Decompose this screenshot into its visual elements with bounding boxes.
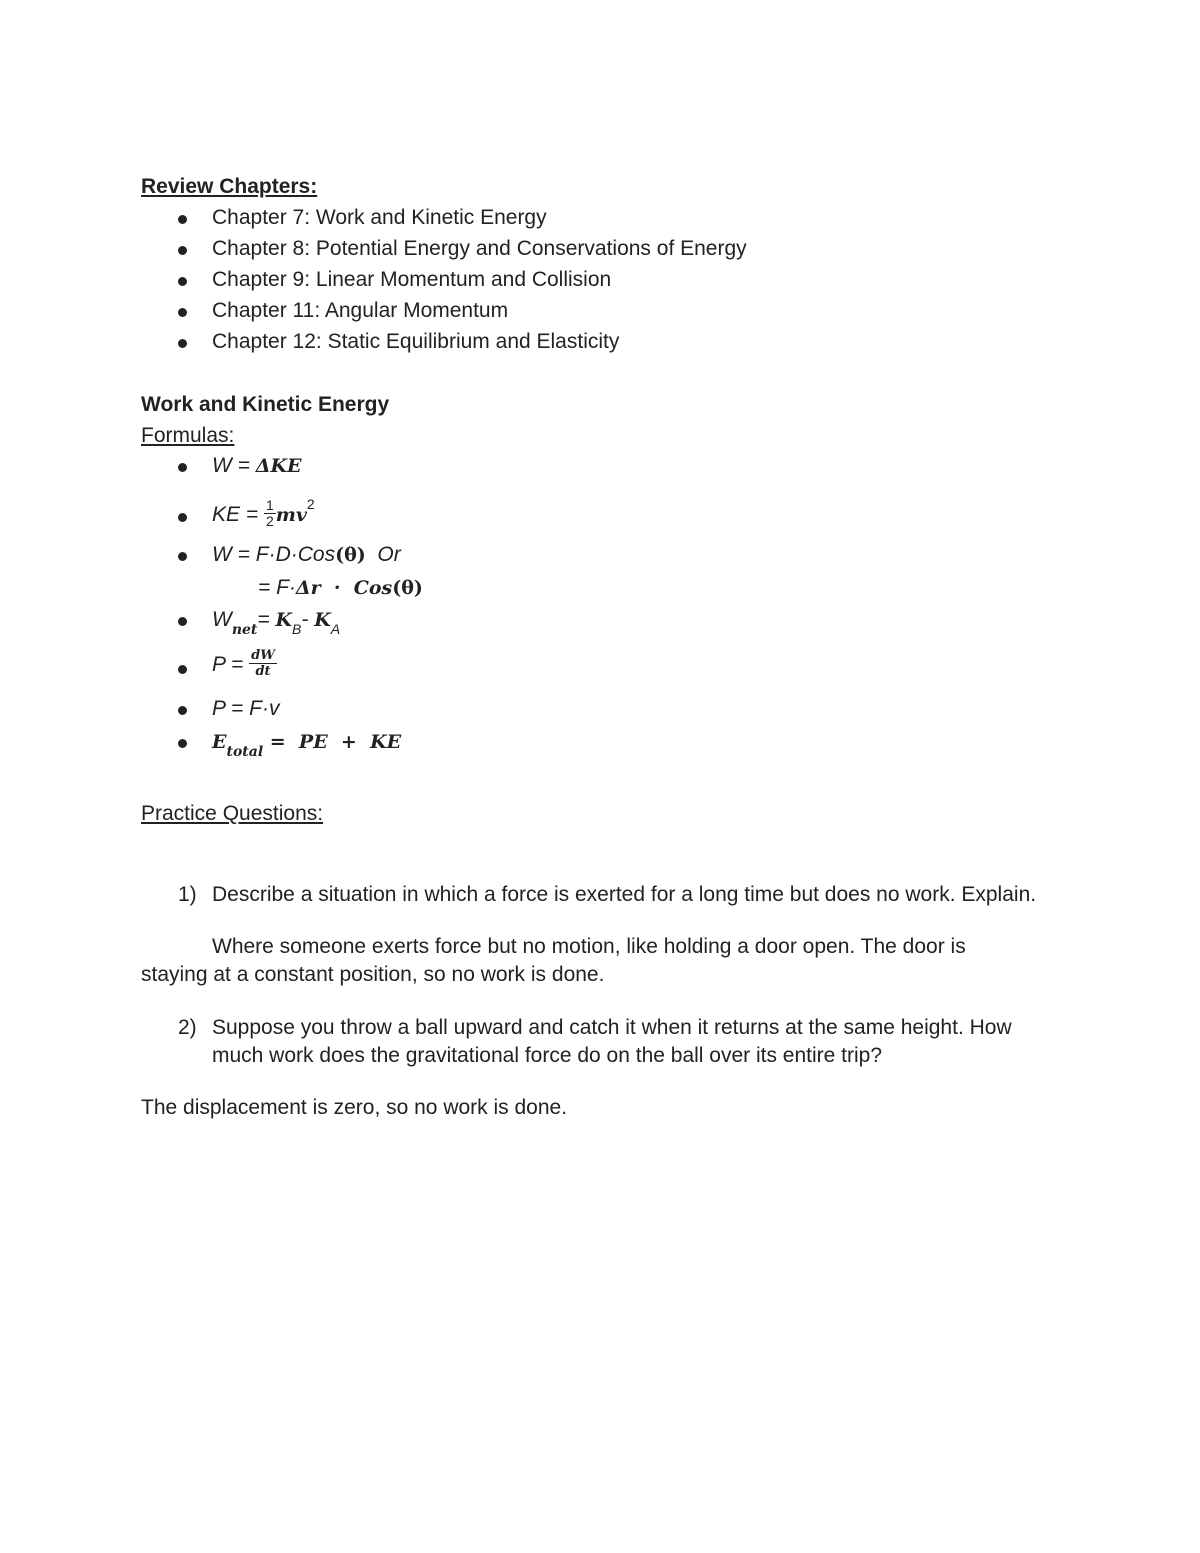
formula-net-work: $W_{net}= K_B-$ $K_A$ (212, 608, 341, 638)
chapter-item: Chapter 7: Work and Kinetic Energy (212, 206, 547, 229)
bullet-icon (178, 463, 187, 472)
question-2-line1: Suppose you throw a ball upward and catch it when it returns at the same height. How (212, 1016, 1012, 1039)
formula-power-velocity: P = F·v (212, 697, 280, 720)
bullet-icon (178, 665, 187, 674)
formula-work-cos: W = F·D·Cos(θ) Or (212, 543, 401, 566)
answer-1-line2: staying at a constant position, so no work is done. (141, 963, 605, 986)
review-heading: Review Chapters: (141, 175, 318, 198)
bullet-icon (178, 339, 187, 348)
formulas-label: Formulas: (141, 424, 235, 447)
chapter-item: Chapter 11: Angular Momentum (212, 299, 509, 322)
chapter-item: Chapter 9: Linear Momentum and Collision (212, 268, 612, 291)
chapter-item: Chapter 8: Potential Energy and Conservations of Energy (212, 237, 747, 260)
bullet-icon (178, 706, 187, 715)
formula-work-cos-alt: = F·Δr · Cos(θ) (258, 576, 423, 599)
section-heading: Work and Kinetic Energy (141, 393, 390, 416)
bullet-icon (178, 552, 187, 561)
question-2-line2: much work does the gravitational force do on the ball over its entire trip? (212, 1044, 883, 1067)
question-number: 1) (178, 883, 197, 906)
answer-1-line1: Where someone exerts force but no motion, like holding a door open. The door is (212, 935, 966, 958)
bullet-icon (178, 246, 187, 255)
question-number: 2) (178, 1016, 197, 1039)
practice-label: Practice Questions: (141, 802, 324, 825)
bullet-icon (178, 513, 187, 522)
answer-2: The displacement is zero, so no work is done. (141, 1096, 568, 1119)
formula-total-energy: $E_{total}$ = PE + KE (212, 731, 402, 760)
question-1: Describe a situation in which a force is exerted for a long time but does no work. Explain. (212, 883, 1037, 906)
formula-work-energy: W = ΔKE (212, 454, 302, 477)
formula-kinetic-energy: KE = $\frac{1}{2}$ $mv^2$ (212, 496, 315, 529)
bullet-icon (178, 308, 187, 317)
formula-power-derivative: P = $\frac{dW}{dt}$ (212, 648, 275, 679)
bullet-icon (178, 215, 187, 224)
bullet-icon (178, 617, 187, 626)
bullet-icon (178, 739, 187, 748)
chapter-item: Chapter 12: Static Equilibrium and Elasticity (212, 330, 620, 353)
bullet-icon (178, 277, 187, 286)
